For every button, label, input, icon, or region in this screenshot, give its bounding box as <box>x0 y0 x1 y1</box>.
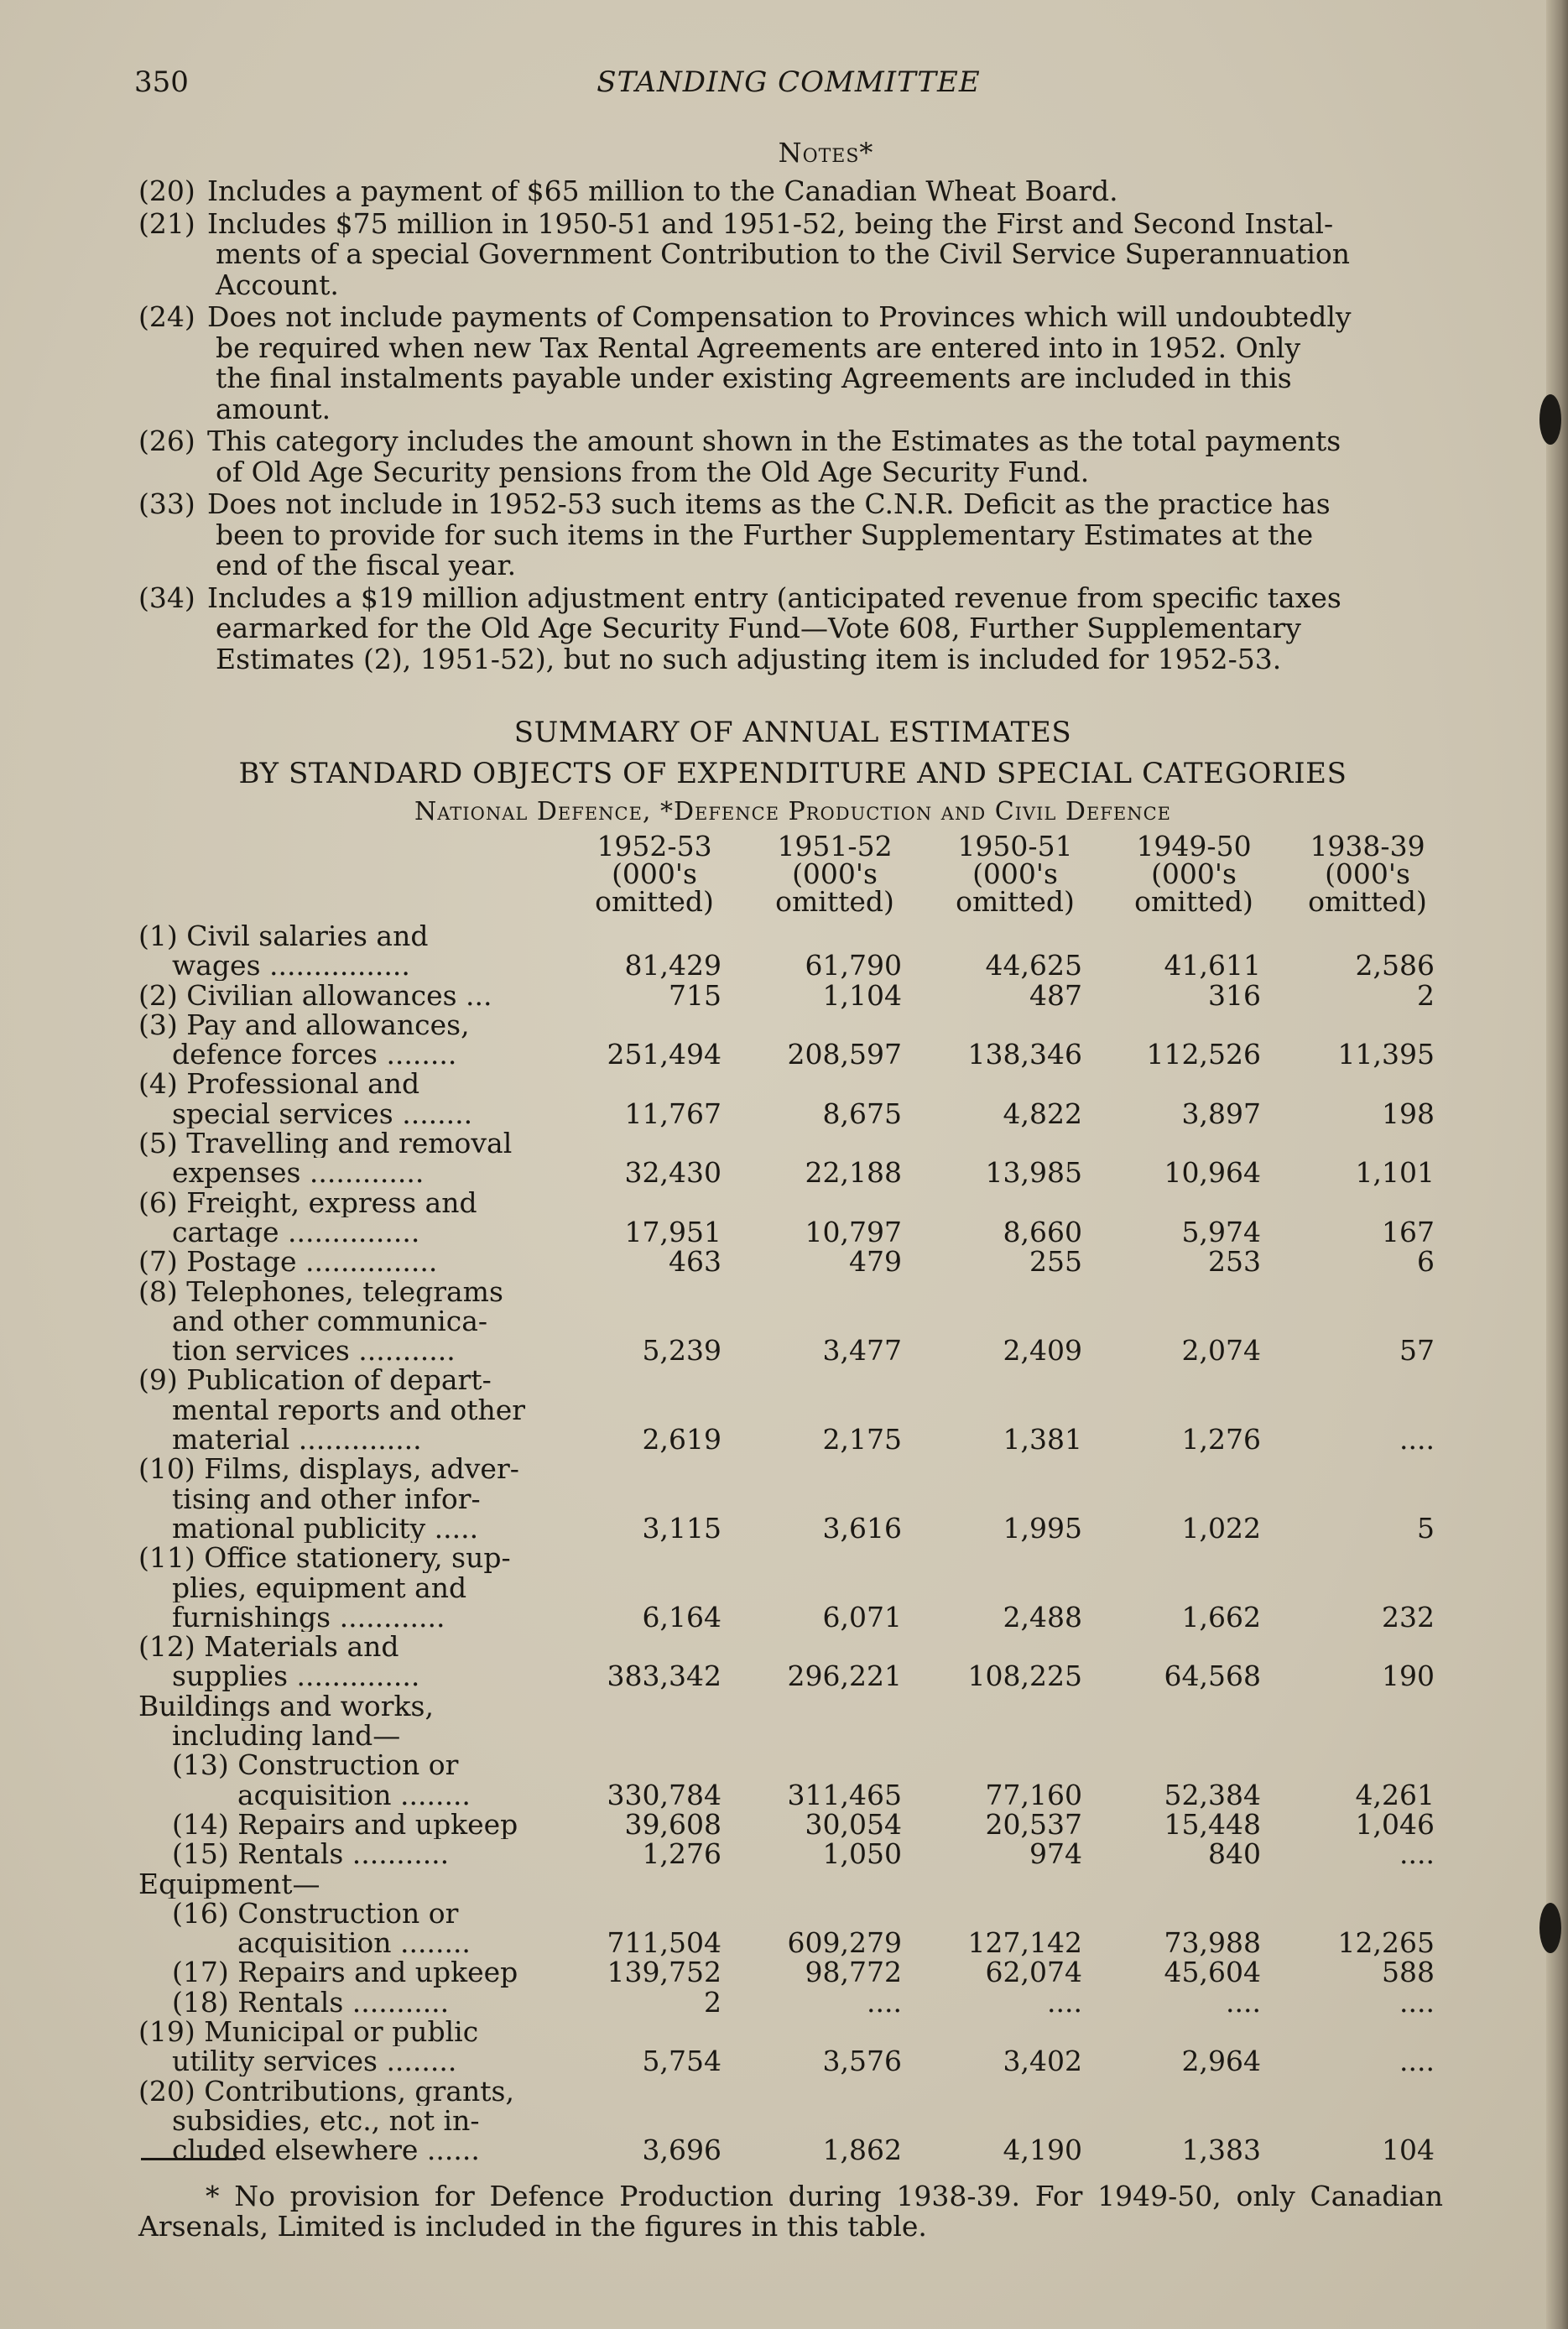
footnote: * No provision for Defence Production during 1938-39. For 1949-50, only Canadian Arsenals, Limited is included in the figures in this table. <box>138 2180 1443 2243</box>
column-header-unit: (000's <box>792 857 878 890</box>
cell-value: 1,995 <box>1003 1511 1082 1545</box>
cell-value: 5,754 <box>642 2045 721 2078</box>
row-label-line: (10) Films, displays, adver- <box>138 1454 519 1484</box>
cell-value: 5,239 <box>642 1334 721 1368</box>
cell-value: 1,276 <box>642 1837 721 1871</box>
cell-value: 1,046 <box>1355 1807 1435 1841</box>
cell-value: 10,964 <box>1164 1156 1261 1190</box>
note-item <box>138 426 1443 487</box>
cell-value: .... <box>1399 1423 1435 1456</box>
note-line: ments of a special Government Contribution to the Civil Service Superannuation <box>216 237 1351 270</box>
cell-value: 39,608 <box>624 1807 721 1841</box>
notes-list <box>138 176 1443 676</box>
cell-value: 711,504 <box>607 1926 721 1960</box>
cell-value: 2 <box>704 1985 721 2019</box>
cell-value: 52,384 <box>1164 1778 1261 1811</box>
cell-value: 2,488 <box>1003 1600 1082 1633</box>
column-header <box>570 830 738 918</box>
cell-value: 1,050 <box>822 1837 902 1871</box>
table-row <box>138 1454 1447 1543</box>
cell-value: 3,696 <box>642 2134 721 2167</box>
row-label <box>138 1810 554 1839</box>
running-title: STANDING COMMITTEE <box>596 65 981 99</box>
cell-value: 198 <box>1382 1097 1435 1130</box>
cell-value: 1,101 <box>1355 1156 1435 1190</box>
column-header <box>931 830 1099 918</box>
column-header <box>751 830 919 918</box>
row-label-line: and other communica- <box>172 1305 488 1336</box>
cell-value: 3,115 <box>642 1511 721 1545</box>
cell-value: 208,597 <box>787 1038 902 1071</box>
page-header <box>134 65 1443 107</box>
table-row <box>138 1010 1447 1070</box>
table-row <box>138 2017 1447 2076</box>
cell-value: 1,381 <box>1003 1423 1082 1456</box>
table-row <box>138 1837 1447 1871</box>
cell-value: 311,465 <box>787 1778 902 1811</box>
note-line: Does not include payments of Compensation to Provinces which will undoubtedly <box>207 300 1352 333</box>
column-header-unit: (000's <box>1325 857 1410 890</box>
cell-value: 127,142 <box>967 1926 1082 1960</box>
cell-value: 2,964 <box>1181 2045 1261 2078</box>
column-header-unit: (000's <box>1151 857 1237 890</box>
row-label <box>138 1010 554 1070</box>
cell-value: .... <box>1047 1985 1082 2019</box>
row-label <box>138 1988 554 2017</box>
cell-value: 190 <box>1382 1659 1435 1693</box>
row-label-line: (19) Municipal or public <box>138 2016 479 2047</box>
note-text <box>207 426 1443 487</box>
cell-value: 4,190 <box>1003 2134 1082 2167</box>
cell-value: .... <box>1226 1985 1261 2019</box>
row-label-line: (15) Rentals ........... <box>172 1839 450 1869</box>
row-label-line: defence forces ........ <box>172 1039 457 1070</box>
cell-value: 609,279 <box>787 1926 902 1960</box>
cell-value: 44,625 <box>985 949 1082 982</box>
table-row <box>138 1985 1447 2019</box>
summary-title-line2: BY STANDARD OBJECTS OF EXPENDITURE AND SPECIAL CATEGORIES <box>238 757 1347 790</box>
note-line: Does not include in 1952-53 such items as the C.N.R. Deficit as the practice has <box>207 487 1331 520</box>
cell-value: 316 <box>1208 978 1261 1012</box>
row-label-line: special services ........ <box>172 1098 473 1129</box>
note-number: (34) <box>138 581 195 614</box>
column-header <box>1110 830 1278 918</box>
cell-value: 840 <box>1208 1837 1261 1871</box>
cell-value: 4,822 <box>1003 1097 1082 1130</box>
row-label <box>138 1632 554 1691</box>
row-label-line: supplies .............. <box>172 1661 420 1691</box>
cell-value: 296,221 <box>787 1659 902 1693</box>
row-label-line: expenses ............. <box>172 1158 425 1188</box>
cell-value: 232 <box>1382 1600 1435 1633</box>
cell-value: 2,619 <box>642 1423 721 1456</box>
row-label-line: (18) Rentals ........... <box>172 1987 450 2017</box>
note-number: (21) <box>138 206 195 240</box>
cell-value: .... <box>1399 1985 1435 2019</box>
column-header-year: 1951-52 <box>777 830 893 862</box>
row-label-line: (16) Construction or <box>172 1898 459 1929</box>
cell-value: 77,160 <box>985 1778 1082 1811</box>
row-label-line: (2) Civilian allowances ... <box>138 980 492 1010</box>
cell-value: 30,054 <box>805 1807 902 1841</box>
column-header-note: omitted) <box>775 885 894 918</box>
table-row <box>138 1691 1447 1810</box>
cell-value: 715 <box>669 978 721 1012</box>
cell-value: 1,022 <box>1181 1511 1261 1545</box>
cell-value: 98,772 <box>805 1956 902 1989</box>
note-line: Includes $75 million in 1950-51 and 1951-52, being the First and Second Instal- <box>207 206 1334 240</box>
cell-value: 10,797 <box>805 1215 902 1248</box>
row-label-line: cluded elsewhere ...... <box>172 2135 480 2165</box>
table-row <box>138 1807 1447 1841</box>
row-label-line: material .............. <box>172 1425 422 1455</box>
table-row <box>138 1128 1447 1188</box>
note-line: amount. <box>216 392 331 425</box>
cell-value: 2,074 <box>1181 1334 1261 1368</box>
cell-value: 383,342 <box>607 1659 721 1693</box>
note-item <box>138 176 1443 207</box>
cell-value: 22,188 <box>805 1156 902 1190</box>
cell-value: 1,104 <box>822 978 902 1012</box>
column-header-year: 1938-39 <box>1310 830 1425 862</box>
row-label <box>138 1128 554 1188</box>
row-label-line: (14) Repairs and upkeep <box>172 1809 518 1840</box>
table-row <box>138 978 1447 1012</box>
page-number: 350 <box>134 65 189 99</box>
page-edge <box>1546 0 1568 2329</box>
binding-hole <box>1539 1903 1561 1953</box>
cell-value: 1,662 <box>1181 1600 1261 1633</box>
binding-hole <box>1539 394 1561 445</box>
row-label-line: tion services ........... <box>172 1336 456 1366</box>
note-line: Includes a $19 million adjustment entry (anticipated revenue from specific taxes <box>207 581 1341 614</box>
cell-value: 1,383 <box>1181 2134 1261 2167</box>
cell-value: 45,604 <box>1164 1956 1261 1989</box>
row-label-line: (12) Materials and <box>138 1632 399 1662</box>
column-header-note: omitted) <box>595 885 714 918</box>
cell-value: 108,225 <box>967 1659 1082 1693</box>
cell-value: 112,526 <box>1146 1038 1261 1071</box>
row-label-line: tising and other infor- <box>172 1483 481 1514</box>
table-row <box>138 1069 1447 1128</box>
cell-value: 64,568 <box>1164 1659 1261 1693</box>
table-row <box>138 1869 1447 1958</box>
note-text <box>207 489 1443 581</box>
cell-value: 2,586 <box>1355 949 1435 982</box>
cell-value: 81,429 <box>624 949 721 982</box>
note-number: (33) <box>138 487 195 520</box>
cell-value: 61,790 <box>805 949 902 982</box>
table-row <box>138 921 1447 981</box>
cell-value: 8,675 <box>822 1097 902 1130</box>
cell-value: .... <box>867 1985 902 2019</box>
notes-title: Notes* <box>778 137 874 169</box>
column-header-note: omitted) <box>1134 885 1253 918</box>
cell-value: 3,477 <box>822 1334 902 1368</box>
row-label-line: furnishings ............ <box>172 1602 445 1633</box>
table-row <box>138 1957 1447 1987</box>
note-line: be required when new Tax Rental Agreements are entered into in 1952. Only <box>216 331 1301 364</box>
column-header-year: 1950-51 <box>957 830 1073 862</box>
cell-value: 479 <box>849 1245 902 1279</box>
note-number: (24) <box>138 300 195 333</box>
row-label <box>138 981 554 1010</box>
column-header <box>1284 830 1451 918</box>
cell-value: 6,164 <box>642 1600 721 1633</box>
cell-value: .... <box>1399 1837 1435 1871</box>
cell-value: 139,752 <box>607 1956 721 1989</box>
table-row <box>138 1365 1447 1454</box>
cell-value: 5,974 <box>1181 1215 1261 1248</box>
cell-value: 2,175 <box>822 1423 902 1456</box>
cell-value: 463 <box>669 1245 721 1279</box>
column-header-year: 1952-53 <box>596 830 712 862</box>
row-label <box>138 1277 554 1366</box>
row-label-line: acquisition ........ <box>237 1928 471 1958</box>
cell-value: 3,576 <box>822 2045 902 2078</box>
note-number: (26) <box>138 425 195 457</box>
row-label-line: subsidies, etc., not in- <box>172 2105 480 2136</box>
row-label <box>138 1069 554 1128</box>
row-label-line: (13) Construction or <box>172 1750 459 1780</box>
cell-value: 32,430 <box>624 1156 721 1190</box>
cell-value: .... <box>1399 2045 1435 2078</box>
note-item <box>138 302 1443 425</box>
table-row <box>138 1632 1447 1691</box>
cell-value: 974 <box>1029 1837 1082 1871</box>
row-label-line: utility services ........ <box>172 2046 457 2076</box>
note-line: of Old Age Security pensions from the Old Age Security Fund. <box>216 455 1090 488</box>
row-label <box>138 2017 554 2076</box>
note-text <box>207 176 1443 207</box>
row-label-line: (17) Repairs and upkeep <box>172 1957 518 1988</box>
estimates-table <box>138 921 1447 2165</box>
cell-value: 104 <box>1382 2134 1435 2167</box>
cell-value: 2,409 <box>1003 1334 1082 1368</box>
row-label-line: (8) Telephones, telegrams <box>138 1276 503 1306</box>
note-text <box>207 302 1443 425</box>
cell-value: 588 <box>1382 1956 1435 1989</box>
note-line: This category includes the amount shown in the Estimates as the total payments <box>207 425 1341 457</box>
cell-value: 6,071 <box>822 1600 902 1633</box>
note-line: been to provide for such items in the Further Supplementary Estimates at the <box>216 518 1314 551</box>
row-label-line: mental reports and other <box>172 1394 526 1425</box>
cell-value: 62,074 <box>985 1956 1082 1989</box>
row-label-line: including land— <box>172 1721 401 1751</box>
cell-value: 12,265 <box>1337 1926 1435 1960</box>
cell-value: 20,537 <box>985 1807 1082 1841</box>
cell-value: 41,611 <box>1164 949 1261 982</box>
summary-subtitle: National Defence, *Defence Production and Civil Defence <box>414 797 1171 826</box>
row-label-line: wages ................ <box>172 951 410 981</box>
row-label <box>138 1869 554 1958</box>
row-label-line: (6) Freight, express and <box>138 1187 477 1217</box>
table-row <box>138 1245 1447 1279</box>
table-row <box>138 2076 1447 2165</box>
note-line: Includes a payment of $65 million to the Canadian Wheat Board. <box>207 175 1118 207</box>
cell-value: 1,862 <box>822 2134 902 2167</box>
row-label-line: (1) Civil salaries and <box>138 921 429 951</box>
row-label-line: acquisition ........ <box>237 1779 471 1810</box>
cell-value: 138,346 <box>967 1038 1082 1071</box>
note-line: Account. <box>216 268 339 301</box>
note-number: (20) <box>138 175 195 207</box>
cell-value: 6 <box>1417 1245 1435 1279</box>
note-line: end of the fiscal year. <box>216 549 517 581</box>
cell-value: 167 <box>1382 1215 1435 1248</box>
row-label <box>138 1839 554 1868</box>
row-label-line: cartage ............... <box>172 1217 420 1248</box>
cell-value: 487 <box>1029 978 1082 1012</box>
cell-value: 57 <box>1399 1334 1435 1368</box>
column-header-year: 1949-50 <box>1136 830 1252 862</box>
row-label-line: (20) Contributions, grants, <box>138 2076 514 2106</box>
cell-value: 251,494 <box>607 1038 721 1071</box>
note-text <box>207 583 1443 675</box>
row-label <box>138 1247 554 1276</box>
row-label <box>138 1543 554 1632</box>
table-row <box>138 1543 1447 1632</box>
cell-value: 4,261 <box>1355 1778 1435 1811</box>
cell-value: 5 <box>1417 1511 1435 1545</box>
row-label-line: plies, equipment and <box>172 1572 467 1602</box>
row-label-line: (3) Pay and allowances, <box>138 1009 470 1040</box>
cell-value: 2 <box>1417 978 1435 1012</box>
cell-value: 3,402 <box>1003 2045 1082 2078</box>
row-label-line: mational publicity ..... <box>172 1513 479 1544</box>
row-label <box>138 1454 554 1543</box>
row-label <box>138 1691 554 1810</box>
cell-value: 17,951 <box>624 1215 721 1248</box>
note-item <box>138 206 1443 301</box>
note-item <box>138 489 1443 581</box>
note-text <box>207 206 1443 301</box>
summary-title: SUMMARY OF ANNUAL ESTIMATES <box>513 716 1072 749</box>
row-label-line: (9) Publication of depart- <box>138 1365 492 1395</box>
row-label <box>138 1188 554 1248</box>
row-label <box>138 1957 554 1987</box>
cell-value: 255 <box>1029 1245 1082 1279</box>
column-header-note: omitted) <box>1308 885 1427 918</box>
table-row <box>138 1188 1447 1248</box>
note-line: earmarked for the Old Age Security Fund—Vote 608, Further Supplementary <box>216 612 1301 644</box>
cell-value: 3,897 <box>1181 1097 1261 1130</box>
cell-value: 1,276 <box>1181 1423 1261 1456</box>
footnote-rule <box>141 2158 237 2160</box>
table-row <box>138 1277 1447 1366</box>
column-header-note: omitted) <box>956 885 1075 918</box>
row-label <box>138 1365 554 1454</box>
cell-value: 330,784 <box>607 1778 721 1811</box>
row-label <box>138 921 554 981</box>
cell-value: 73,988 <box>1164 1926 1261 1960</box>
cell-value: 13,985 <box>985 1156 1082 1190</box>
cell-value: 8,660 <box>1003 1215 1082 1248</box>
row-label-line: Equipment— <box>138 1868 320 1899</box>
note-item <box>138 583 1443 675</box>
column-header-unit: (000's <box>612 857 697 890</box>
note-line: Estimates (2), 1951-52), but no such adjusting item is included for 1952-53. <box>216 642 1282 675</box>
cell-value: 253 <box>1208 1245 1261 1279</box>
row-label-line: Buildings and works, <box>138 1691 434 1722</box>
cell-value: 15,448 <box>1164 1807 1261 1841</box>
row-label-line: (11) Office stationery, sup- <box>138 1543 511 1573</box>
note-line: the final instalments payable under existing Agreements are included in this <box>216 362 1292 394</box>
column-header-unit: (000's <box>972 857 1058 890</box>
cell-value: 11,395 <box>1337 1038 1435 1071</box>
cell-value: 11,767 <box>624 1097 721 1130</box>
row-label-line: (5) Travelling and removal <box>138 1128 513 1159</box>
row-label-line: (7) Postage ............... <box>138 1247 438 1277</box>
row-label-line: (4) Professional and <box>138 1069 420 1099</box>
row-label <box>138 2076 554 2165</box>
cell-value: 3,616 <box>822 1511 902 1545</box>
